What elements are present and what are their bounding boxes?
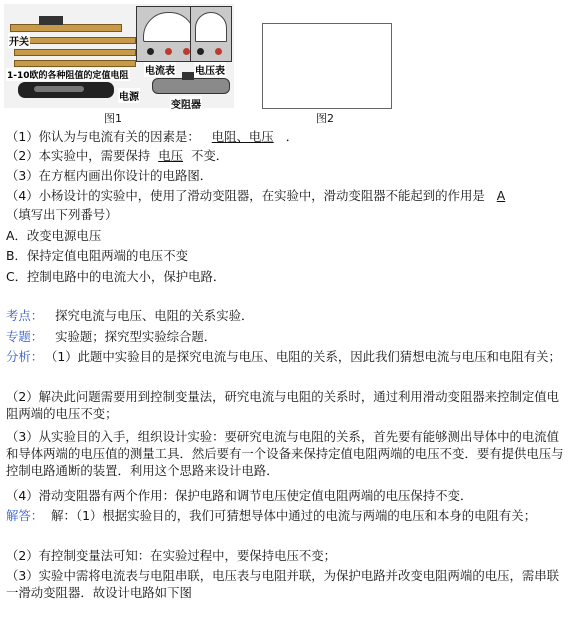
jieda-p3: （3）实验中需将电流表与电阻串联，电压表与电阻并联，为保护电路并改变电阻两端的电压，需串联一滑动变阻器．故设计电路如下图 — [6, 568, 560, 600]
question-2 — [6, 147, 228, 164]
kaodian-text: 探究电流与电压、电阻的关系实验． — [55, 308, 254, 323]
kaodian-label: 考点： — [6, 308, 44, 323]
ammeter-terminal — [165, 48, 172, 55]
fenxi-p3: （3）从实验目的入手，组织设计实验：要研究电流与电阻的关系，首先要有能够测出导体中的电流值和导体两端的电压值的测量工具．然后要有一个设备来保持定值电阻两端的电压不变．要有提供电压与控制电路通断的装置．利用这个思路来设计电路． — [6, 429, 564, 478]
voltmeter-dial — [195, 12, 227, 42]
q1-answer: 电阻、电压 — [211, 129, 274, 144]
jieda-label: 解答： — [6, 508, 44, 523]
ammeter-terminal — [147, 48, 154, 55]
option-a: A．改变电源电压 — [6, 228, 102, 243]
figure1-photo — [4, 4, 234, 111]
jieda-p1-text: 解：（1）根据实验目的，我们可猜想导体中通过的电流与两端的电压和本身的电阻有关； — [51, 508, 537, 523]
q4-answer: A — [496, 188, 506, 203]
option-b: B．保持定值电阻两端的电压不变 — [6, 248, 188, 263]
zhuanti-text: 实验题；探究型实验综合题． — [55, 329, 217, 344]
switch-board — [10, 24, 122, 32]
q2-prefix: （2）本实验中，需要保持 — [6, 148, 151, 163]
resistor-board-2 — [14, 49, 136, 56]
voltmeter-terminal — [215, 48, 222, 55]
switch-knob — [39, 16, 63, 25]
fenxi-p1 — [6, 348, 564, 365]
ammeter-dial — [143, 12, 195, 42]
power-label: 电源 — [118, 88, 140, 103]
kaodian-row — [6, 307, 253, 324]
question-4-note: （填写出下列番号） — [6, 207, 118, 222]
fenxi-p4: （4）滑动变阻器有两个作用：保护电路和调节电压使定值电阻两端的电压保持不变． — [6, 488, 473, 503]
battery-highlight — [34, 86, 84, 92]
q1-suffix: ． — [285, 129, 299, 144]
question-4 — [6, 187, 507, 204]
switch-label: 开关 — [8, 33, 30, 48]
zhuanti-row — [6, 328, 216, 345]
question-3: （3）在方框内画出你设计的电路图． — [6, 168, 213, 183]
option-c: C．控制电路中的电流大小，保护电路． — [6, 269, 226, 284]
jieda-p2: （2）有控制变量法可知：在实验过程中，要保持电压不变； — [6, 548, 337, 563]
q1-prefix: （1）你认为与电流有关的因素是： — [6, 129, 200, 144]
resistor-board-3 — [14, 60, 136, 67]
voltmeter-terminal — [197, 48, 204, 55]
fenxi-label: 分析： — [6, 349, 44, 364]
fenxi-p1-text: （1）此题中实验目的是探究电流与电压、电阻的关系，因此我们猜想电流与电压和电阻有关； — [51, 349, 561, 364]
voltmeter-label: 电压表 — [194, 62, 226, 77]
ammeter-label: 电流表 — [144, 62, 176, 77]
figure2-caption: 图2 — [316, 112, 334, 125]
resistor-board-1 — [14, 37, 136, 44]
rheostat-slider — [182, 72, 194, 80]
question-1 — [6, 128, 298, 145]
voltmeter — [190, 6, 232, 62]
figure2-circuit-box — [262, 23, 392, 109]
figure1-caption: 图1 — [104, 112, 122, 125]
rheostat — [152, 78, 230, 94]
q2-answer: 电压 — [158, 148, 183, 163]
q4-prefix: （4）小杨设计的实验中，使用了滑动变阻器，在实验中，滑动变阻器不能起到的作用是 — [6, 188, 485, 203]
fenxi-p2: （2）解决此问题需要用到控制变量法，研究电流与电阻的关系时，通过利用滑动变阻器来控制定值电阻两端的电压不变； — [6, 389, 560, 421]
zhuanti-label: 专题： — [6, 329, 44, 344]
jieda-p1 — [6, 507, 564, 524]
ammeter-terminal — [183, 48, 190, 55]
q2-suffix: 不变． — [190, 148, 229, 163]
rheostat-label: 变阻器 — [170, 96, 202, 111]
resistor-label: 1-10欧的各种阻值的定值电阻 — [6, 68, 130, 81]
